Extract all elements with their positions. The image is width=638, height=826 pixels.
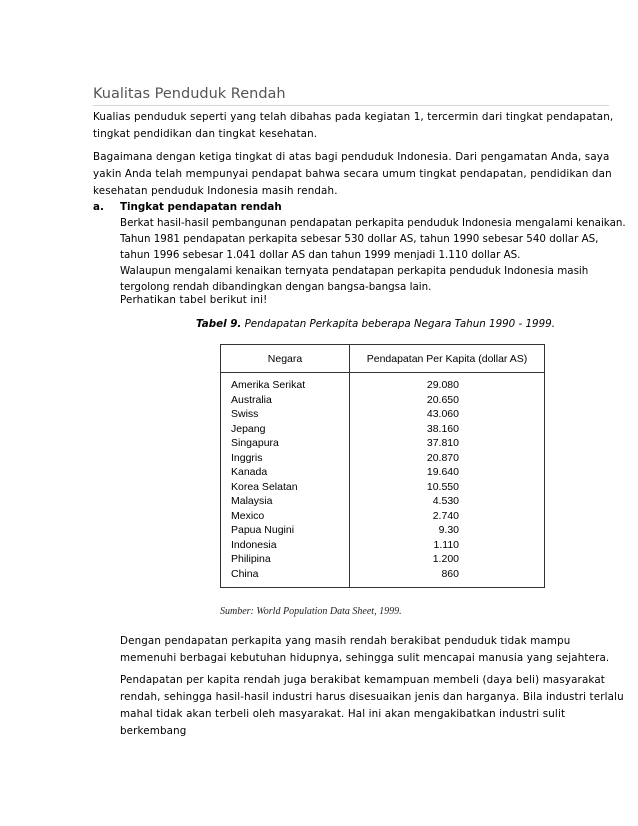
body-line: Berkat hasil-hasil pembangunan pendapatan perkapita penduduk Indonesia mengalami kenaikan. [120, 217, 626, 229]
table-row [221, 494, 545, 509]
body-line: tergolong rendah dibandingkan dengan bangsa-bangsa lain. [120, 281, 432, 293]
list-item-body [120, 199, 632, 295]
paragraph-after-1: Dengan pendapatan perkapita yang masih rendah berakibat penduduk tidak mampu memenuhi berbagai kebutuhan hidupnya, sehingga sulit mencapai manusia yang sejahtera. [120, 635, 610, 664]
cell-income: 38.160 [426, 422, 459, 435]
list-marker: a. [93, 201, 104, 213]
caption-text: Pendapatan Perkapita beberapa Negara Tahun 1990 - 1999. [244, 318, 555, 330]
table-row [221, 523, 545, 538]
header-country: Negara [221, 345, 350, 373]
cell-income: 20.870 [426, 451, 459, 464]
table-caption [196, 318, 555, 330]
cell-income: 860 [441, 567, 459, 580]
table-row [221, 373, 545, 393]
table-row [221, 509, 545, 524]
income-table [220, 344, 545, 588]
cell-income: 4.530 [432, 495, 459, 507]
cell-country: Singapura [221, 436, 350, 451]
cell-country: Korea Selatan [221, 480, 350, 495]
question-paragraph: Bagaimana dengan ketiga tingkat di atas bagi penduduk Indonesia. Dari pengamatan Anda, saya yakin Anda telah mempunyai pendapat bahwa secara umum tingkat pendapatan, pendidikan dan kesehatan penduduk Indonesia masih rendah. [93, 151, 612, 197]
cell-income: 19.640 [426, 466, 459, 478]
table-row [221, 407, 545, 422]
table-row [221, 567, 545, 588]
cell-country: Amerika Serikat [221, 373, 350, 393]
header-income: Pendapatan Per Kapita (dollar AS) [350, 345, 545, 373]
cell-country: Jepang [221, 422, 350, 437]
cell-country: Inggris [221, 451, 350, 466]
cell-income: 2.740 [432, 509, 459, 522]
cell-country: Philipina [221, 552, 350, 567]
cell-country: Mexico [221, 509, 350, 524]
paragraph-after-2: Pendapatan per kapita rendah juga berakibat kemampuan membeli (daya beli) masyarakat rendah, sehingga hasil-hasil industri harus disesuaikan jenis dan harganya. Bila industri terlalu mahal tidak akan terbeli oleh masyarakat. Hal ini akan mengakibatkan industri sulit berkembang [120, 674, 624, 737]
body-line: tahun 1996 sebesar 1.041 dollar AS dan tahun 1999 menjadi 1.110 dollar AS. [120, 249, 521, 261]
list-item-heading: Tingkat pendapatan rendah [120, 201, 282, 213]
cell-country: China [221, 567, 350, 588]
cell-income: 29.080 [426, 379, 459, 391]
cell-income: 37.810 [426, 437, 459, 449]
cell-country: Swiss [221, 407, 350, 422]
body-line: Tahun 1981 pendapatan perkapita sebesar 530 dollar AS, tahun 1990 sebesar 540 dollar AS, [120, 233, 599, 245]
section-title: Kualitas Penduduk Rendah [93, 86, 609, 106]
cell-income: 10.550 [426, 480, 459, 493]
cell-country: Kanada [221, 465, 350, 480]
table-row [221, 552, 545, 567]
table-row [221, 436, 545, 451]
cell-income: 9.30 [438, 524, 459, 536]
table-row [221, 465, 545, 480]
cell-income: 1.110 [433, 538, 459, 551]
intro-paragraph: Kualias penduduk seperti yang telah dibahas pada kegiatan 1, tercermin dari tingkat pendapatan, tingkat pendidikan dan tingkat kesehatan. [93, 111, 614, 140]
cell-country: Papua Nugini [221, 523, 350, 538]
cell-income: 20.650 [426, 393, 459, 406]
table-row [221, 538, 545, 553]
table-intro: Perhatikan tabel berikut ini! [120, 294, 268, 306]
table-row [221, 393, 545, 408]
table-header-row [221, 345, 545, 373]
table-source: Sumber: World Population Data Sheet, 1999. [220, 606, 402, 617]
table-row [221, 451, 545, 466]
body-line: Walaupun mengalami kenaikan ternyata pendatapan perkapita penduduk Indonesia masih [120, 265, 589, 277]
table-row [221, 480, 545, 495]
caption-label: Tabel 9. [196, 318, 242, 330]
cell-income: 1.200 [432, 553, 459, 565]
table-row [221, 422, 545, 437]
cell-country: Australia [221, 393, 350, 408]
cell-country: Malaysia [221, 494, 350, 509]
cell-income: 43.060 [426, 408, 459, 420]
cell-country: Indonesia [221, 538, 350, 553]
